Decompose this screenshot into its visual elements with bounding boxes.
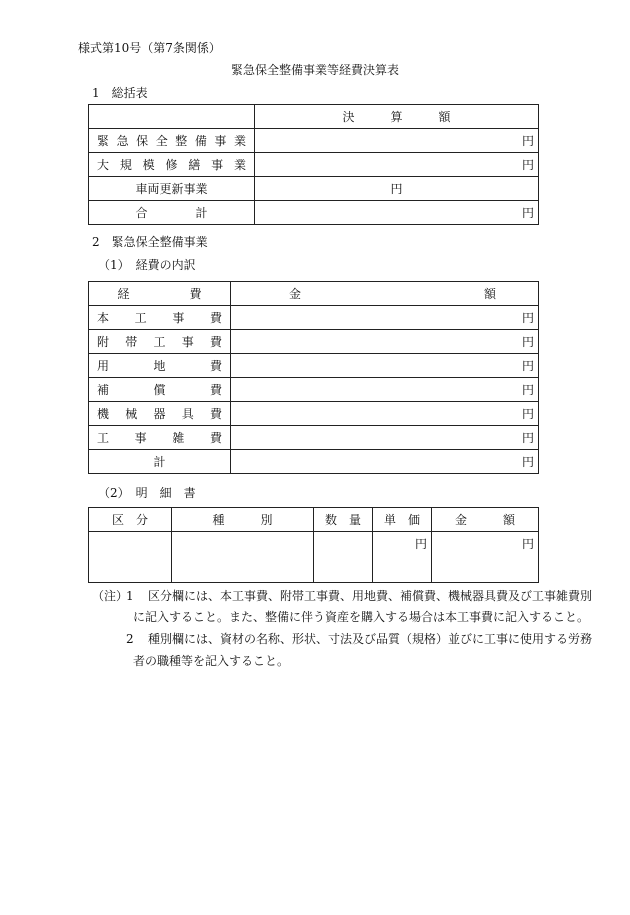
sub2-heading: （2） 明 細 書 xyxy=(98,486,196,500)
expense-label xyxy=(89,306,231,330)
detail-table xyxy=(88,507,539,583)
table-row xyxy=(89,129,539,153)
notes-prefix: （注） xyxy=(92,589,129,603)
label-char: 機 xyxy=(97,406,110,421)
detail-cell-category xyxy=(89,532,172,583)
label-char: 器 xyxy=(153,406,166,421)
label-char: 費 xyxy=(209,310,222,325)
table-row xyxy=(89,177,539,201)
expense-header-right xyxy=(231,282,539,306)
table-row xyxy=(89,105,539,129)
label-char: 全 xyxy=(155,133,168,148)
header-gaku: 額 xyxy=(483,286,496,301)
label-char: 附 xyxy=(97,334,110,349)
label-char: 費 xyxy=(209,382,222,397)
spaced-label xyxy=(93,408,226,420)
expense-value: 円 xyxy=(231,426,539,450)
summary-header-amount: 決 算 額 xyxy=(255,105,539,129)
summary-table xyxy=(88,104,539,225)
note-number: 2 xyxy=(126,632,134,646)
summary-label: 合 計 xyxy=(89,201,255,225)
spaced-label xyxy=(93,312,226,324)
table-row xyxy=(89,450,539,474)
sub1-heading: （1） 経費の内訳 xyxy=(98,258,196,272)
label-char: 費 xyxy=(209,430,222,445)
label-char: 雑 xyxy=(172,430,185,445)
header-kin: 金 xyxy=(289,286,302,301)
label-char: 本 xyxy=(97,310,110,325)
label-char: 急 xyxy=(116,133,129,148)
label-char: 事 xyxy=(172,310,185,325)
expense-label xyxy=(89,402,231,426)
summary-label: 車両更新事業 xyxy=(89,177,255,201)
label-char: 事 xyxy=(181,334,194,349)
summary-value: 円 xyxy=(255,201,539,225)
section2-heading: 2 緊急保全整備事業 xyxy=(92,235,208,249)
label-char: 業 xyxy=(233,133,246,148)
expense-value: 円 xyxy=(231,402,539,426)
label-char: 大 xyxy=(97,157,110,172)
label-char: 事 xyxy=(214,133,227,148)
table-row xyxy=(89,282,539,306)
label-char: 業 xyxy=(233,157,246,172)
spaced-label xyxy=(93,384,226,396)
label-char: 用 xyxy=(97,358,110,373)
expense-label xyxy=(89,426,231,450)
label-char: 帯 xyxy=(125,334,138,349)
label-char: 整 xyxy=(175,133,188,148)
detail-header-category: 区 分 xyxy=(89,508,172,532)
expense-value: 円 xyxy=(231,378,539,402)
detail-header-unit-price: 単 価 xyxy=(373,508,432,532)
expense-value: 円 xyxy=(231,330,539,354)
label-char: 償 xyxy=(153,382,166,397)
summary-value: 円 xyxy=(255,153,539,177)
expense-label xyxy=(89,378,231,402)
table-row xyxy=(89,354,539,378)
spaced-label xyxy=(93,432,226,444)
expense-value: 円 xyxy=(231,450,539,474)
summary-header-blank xyxy=(89,105,255,129)
label-char: 事 xyxy=(134,430,147,445)
table-row xyxy=(89,330,539,354)
note-number: 1 xyxy=(126,589,134,603)
detail-header-amount: 金 額 xyxy=(432,508,539,532)
label-char: 緊 xyxy=(97,133,110,148)
detail-cell-amount: 円 xyxy=(432,532,539,583)
summary-value: 円 xyxy=(255,177,539,201)
table-row xyxy=(89,532,539,583)
expense-label xyxy=(89,354,231,378)
note-text: に記入すること。また、整備に伴う資産を購入する場合は本工事費に記入すること。 xyxy=(133,610,590,624)
label-char: 工 xyxy=(134,310,147,325)
table-row xyxy=(89,201,539,225)
label-char: 費 xyxy=(209,406,222,421)
label-char: 事 xyxy=(211,157,224,172)
form-number: 様式第10号（第7条関係） xyxy=(78,41,221,55)
label-char: 具 xyxy=(181,406,194,421)
detail-header-quantity: 数 量 xyxy=(314,508,373,532)
label-char: 地 xyxy=(153,358,166,373)
label-char: 模 xyxy=(142,157,155,172)
expense-label xyxy=(89,330,231,354)
table-row xyxy=(89,306,539,330)
spaced-label xyxy=(93,159,250,171)
detail-header-type: 種 別 xyxy=(172,508,314,532)
expense-label: 計 xyxy=(89,450,231,474)
expense-value: 円 xyxy=(231,354,539,378)
label-char: 保 xyxy=(136,133,149,148)
summary-value: 円 xyxy=(255,129,539,153)
detail-cell-unit-price: 円 xyxy=(373,532,432,583)
label-char: 備 xyxy=(194,133,207,148)
label-char: 械 xyxy=(125,406,138,421)
note-text: 者の職種等を記入すること。 xyxy=(133,654,290,668)
table-row xyxy=(89,402,539,426)
detail-cell-quantity xyxy=(314,532,373,583)
label-char: 工 xyxy=(153,334,166,349)
expense-table xyxy=(88,281,539,474)
expense-value: 円 xyxy=(231,306,539,330)
label-char: 工 xyxy=(97,430,110,445)
table-row xyxy=(89,153,539,177)
table-row xyxy=(89,378,539,402)
spaced-label xyxy=(93,336,226,348)
table-row xyxy=(89,508,539,532)
note-text: 区分欄には、本工事費、附帯工事費、用地費、補償費、機械器具費及び工事雑費別 xyxy=(148,589,593,603)
label-char: 費 xyxy=(209,358,222,373)
section1-heading: 1 総括表 xyxy=(92,86,148,100)
label-char: 繕 xyxy=(188,157,201,172)
summary-label xyxy=(89,153,255,177)
summary-label xyxy=(89,129,255,153)
label-char: 修 xyxy=(165,157,178,172)
note-text: 種別欄には、資材の名称、形状、寸法及び品質（規格）並びに工事に使用する労務 xyxy=(148,632,593,646)
spaced-label xyxy=(93,360,226,372)
label-char: 補 xyxy=(97,382,110,397)
expense-header-left: 経 費 xyxy=(89,282,231,306)
detail-cell-type xyxy=(172,532,314,583)
table-row xyxy=(89,426,539,450)
spaced-label xyxy=(93,135,250,147)
label-char: 規 xyxy=(119,157,132,172)
label-char: 費 xyxy=(209,334,222,349)
document-title: 緊急保全整備事業等経費決算表 xyxy=(230,63,399,77)
